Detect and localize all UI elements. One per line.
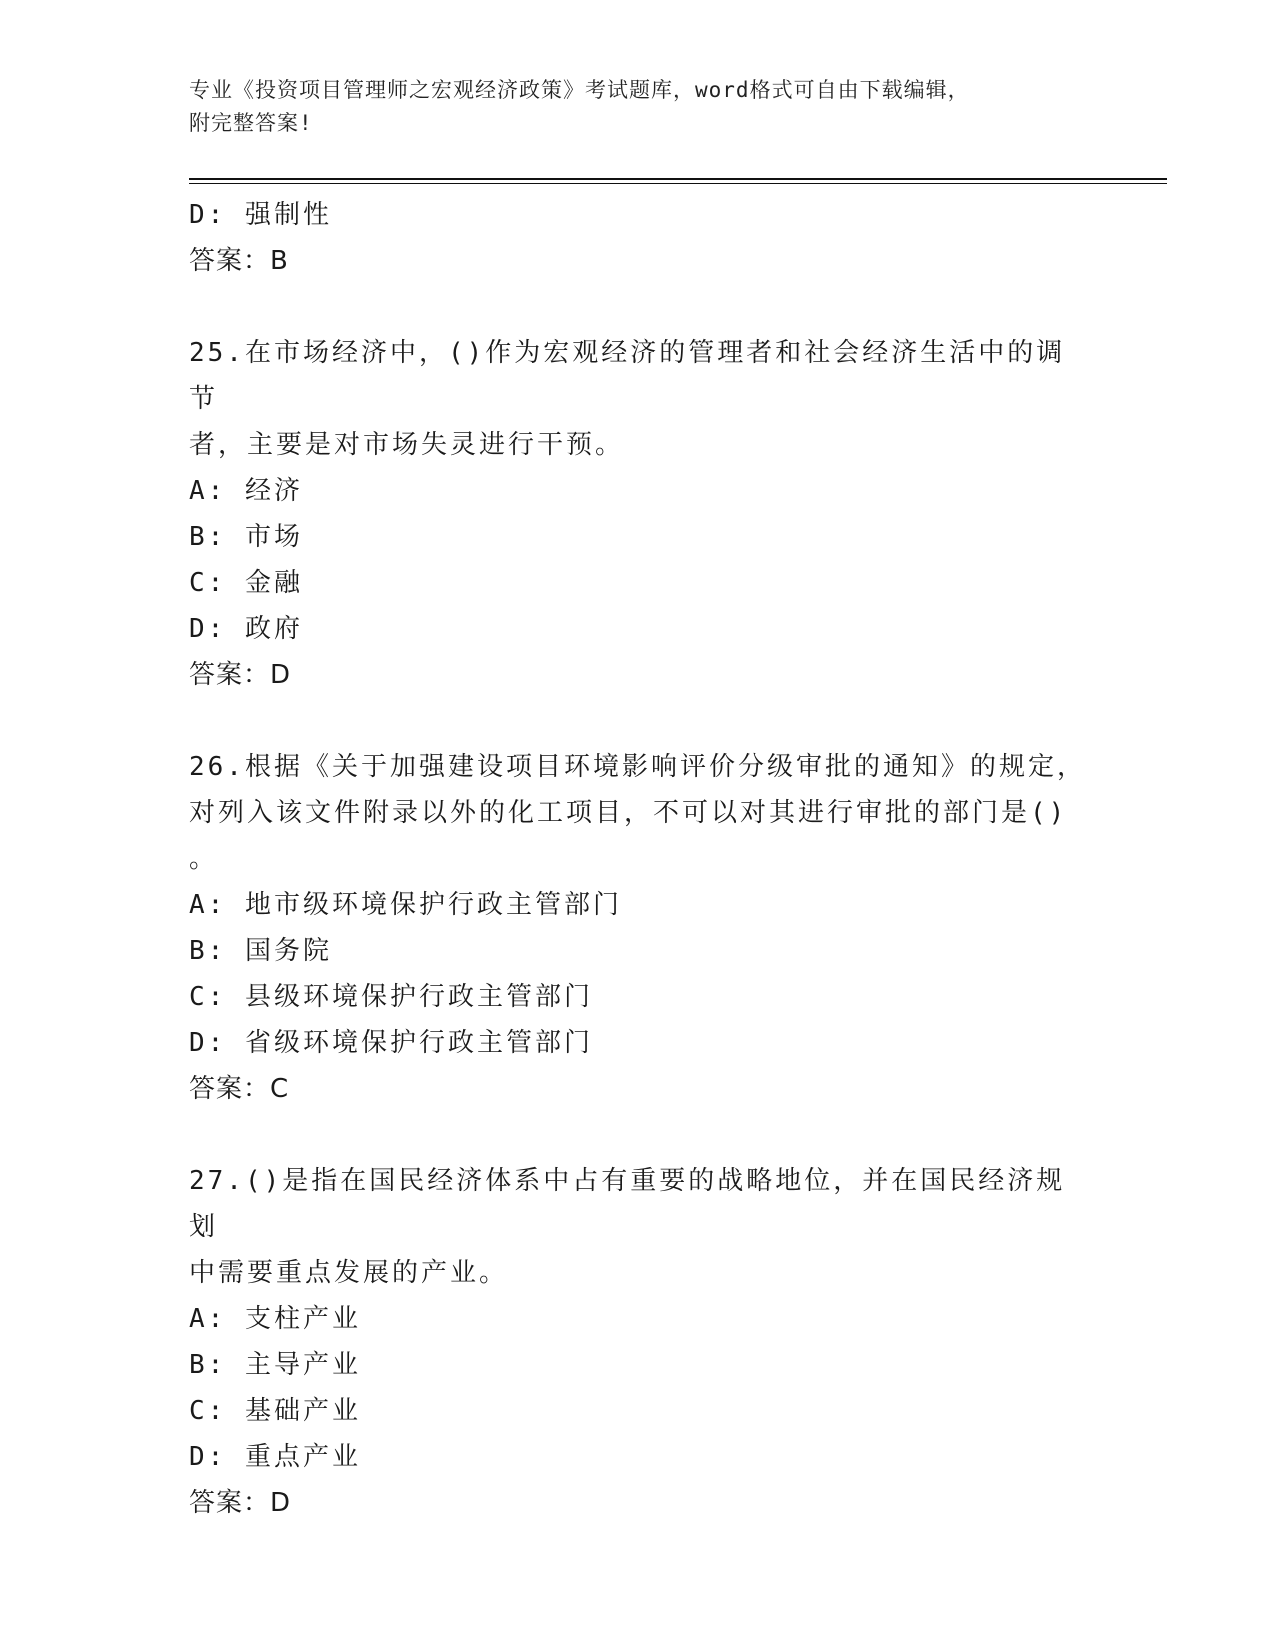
stem-line-2: 者，主要是对市场失灵进行干预。 xyxy=(189,430,625,460)
option-a: A: 经济 xyxy=(189,476,303,506)
question-stem xyxy=(189,330,1089,468)
answer-line: 答案：B xyxy=(189,246,289,276)
page-header xyxy=(189,74,1089,140)
option-a: A: 地市级环境保护行政主管部门 xyxy=(189,890,622,920)
option-d: D: 重点产业 xyxy=(189,1442,361,1472)
option-c: C: 金融 xyxy=(189,568,303,598)
option-c: C: 县级环境保护行政主管部门 xyxy=(189,982,593,1012)
header-line-1: 专业《投资项目管理师之宏观经济政策》考试题库，word格式可自由下载编辑， xyxy=(189,78,970,102)
stem-line-1: 26.根据《关于加强建设项目环境影响评价分级审批的通知》的规定， xyxy=(189,752,1086,782)
option-d: D: 政府 xyxy=(189,614,303,644)
previous-question-tail xyxy=(189,192,1089,284)
stem-line-3: 。 xyxy=(189,844,219,874)
header-rule-thick xyxy=(189,178,1167,180)
option-d: D: 省级环境保护行政主管部门 xyxy=(189,1028,593,1058)
question-stem xyxy=(189,744,1089,882)
option-d: D: 强制性 xyxy=(189,200,332,230)
spacer xyxy=(189,284,1089,330)
stem-line-2: 中需要重点发展的产业。 xyxy=(189,1258,509,1288)
answer-line: 答案：D xyxy=(189,1488,292,1518)
option-a: A: 支柱产业 xyxy=(189,1304,361,1334)
option-c: C: 基础产业 xyxy=(189,1396,361,1426)
stem-line-1: 25.在市场经济中，()作为宏观经济的管理者和社会经济生活中的调节 xyxy=(189,338,1066,414)
question-list xyxy=(189,192,1089,1526)
option-b: B: 国务院 xyxy=(189,936,332,966)
stem-line-1: 27.()是指在国民经济体系中占有重要的战略地位，并在国民经济规划 xyxy=(189,1166,1066,1242)
answer-line: 答案：C xyxy=(189,1074,290,1104)
question-stem xyxy=(189,1158,1089,1296)
stem-line-2: 对列入该文件附录以外的化工项目，不可以对其进行审批的部门是() xyxy=(189,798,1068,828)
option-b: B: 市场 xyxy=(189,522,303,552)
spacer xyxy=(189,698,1089,744)
spacer xyxy=(189,1112,1089,1158)
header-rule-thin xyxy=(189,183,1167,184)
question-25 xyxy=(189,330,1089,698)
question-26 xyxy=(189,744,1089,1112)
option-b: B: 主导产业 xyxy=(189,1350,361,1380)
header-line-2: 附完整答案! xyxy=(189,111,313,135)
answer-line: 答案：D xyxy=(189,660,292,690)
question-27 xyxy=(189,1158,1089,1526)
